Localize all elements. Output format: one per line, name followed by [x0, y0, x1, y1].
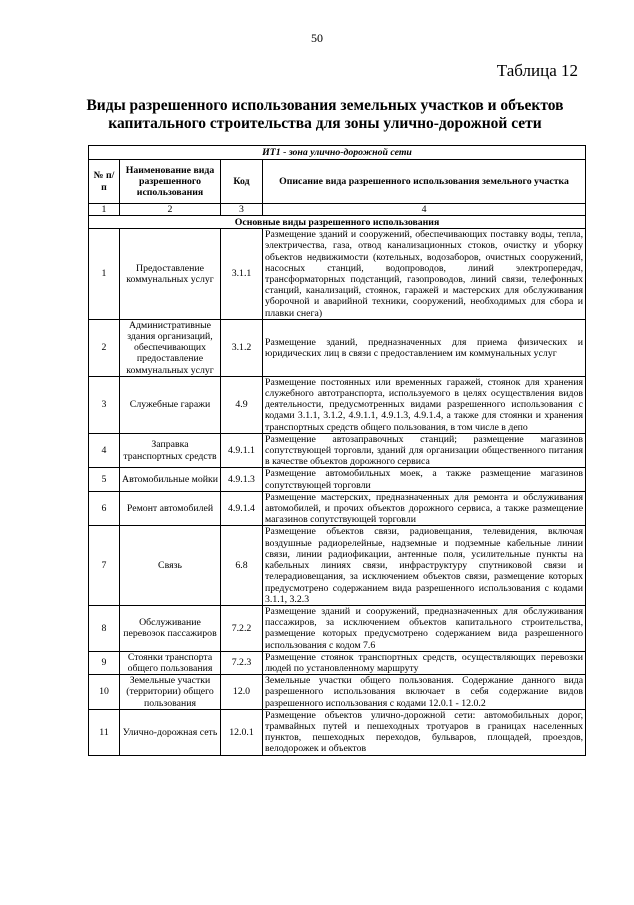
column-number: 4 — [263, 204, 586, 216]
row-code: 4.9.1.3 — [221, 468, 263, 491]
row-number: 3 — [89, 376, 120, 433]
row-code: 4.9 — [221, 376, 263, 433]
row-code: 12.0.1 — [221, 709, 263, 755]
header-num: № п/п — [89, 160, 120, 204]
row-name: Административные здания организаций, обеспечивающих предоставление коммунальных услуг — [120, 319, 221, 376]
title-line-1: Виды разрешенного использования земельных участков и объектов — [86, 97, 564, 114]
land-use-table — [88, 145, 586, 756]
row-code: 7.2.3 — [221, 651, 263, 674]
page-number: 50 — [311, 31, 323, 45]
table-row — [89, 709, 586, 755]
table-row — [89, 675, 586, 710]
row-description: Размещение зданий и сооружений, предназначенных для обслуживания пассажиров, за исключением объектов капитального строительства, размещение которых предусмотрено содержанием вида разрешенного использования с кодом 7.6 — [263, 605, 586, 651]
row-name: Автомобильные мойки — [120, 468, 221, 491]
table-row — [89, 651, 586, 674]
row-name: Предоставление коммунальных услуг — [120, 229, 221, 320]
column-number: 1 — [89, 204, 120, 216]
row-code: 4.9.1.1 — [221, 433, 263, 468]
header-code: Код — [221, 160, 263, 204]
row-description: Размещение зданий, предназначенных для приема физических и юридических лиц в связи с предоставлением им коммунальных услуг — [263, 319, 586, 376]
row-number: 11 — [89, 709, 120, 755]
row-name: Обслуживание перевозок пассажиров — [120, 605, 221, 651]
row-code: 12.0 — [221, 675, 263, 710]
table-row — [89, 229, 586, 320]
header-desc: Описание вида разрешенного использования земельного участка — [263, 160, 586, 204]
row-name: Связь — [120, 526, 221, 605]
column-number: 2 — [120, 204, 221, 216]
row-description: Земельные участки общего пользования. Содержание данного вида разрешенного использования включает в себя содержание видов разрешенного использования с кодами 12.0.1 - 12.0.2 — [263, 675, 586, 710]
row-number: 10 — [89, 675, 120, 710]
row-number: 1 — [89, 229, 120, 320]
row-description: Размещение стоянок транспортных средств, осуществляющих перевозки людей по установленному маршруту — [263, 651, 586, 674]
row-name: Земельные участки (территории) общего пользования — [120, 675, 221, 710]
table-row — [89, 526, 586, 605]
row-description: Размещение автомобильных моек, а также размещение магазинов сопутствующей торговли — [263, 468, 586, 491]
table-label: Таблица 12 — [496, 61, 578, 80]
row-name: Служебные гаражи — [120, 376, 221, 433]
row-name: Стоянки транспорта общего пользования — [120, 651, 221, 674]
row-description: Размещение зданий и сооружений, обеспечивающих поставку воды, тепла, электричества, газа, отвод канализационных стоков, очистку и уборку объектов недвижимости (котельных, водозаборов, очистных сооружений, насосных станций, водопроводов, линий электропередач, трансформаторных подстанций, газопроводов, линий связи, телефонных станций, канализаций, стоянок, гаражей и мастерских для обслуживания уборочной и аварийной техники, сооружений, необходимых для сбора и плавки снега) — [263, 229, 586, 320]
row-description: Размещение автозаправочных станций; размещение магазинов сопутствующей торговли, зданий для организации общественного питания в качестве объектов дорожного сервиса — [263, 433, 586, 468]
row-description: Размещение мастерских, предназначенных для ремонта и обслуживания автомобилей, и прочих объектов дорожного сервиса, а также размещение магазинов сопутствующей торговли — [263, 491, 586, 526]
table-row — [89, 376, 586, 433]
header-name: Наименование вида разрешенного использования — [120, 160, 221, 204]
row-number: 7 — [89, 526, 120, 605]
row-number: 8 — [89, 605, 120, 651]
title-line-2: капитального строительства для зоны улично-дорожной сети — [108, 115, 542, 132]
row-number: 2 — [89, 319, 120, 376]
row-code: 6.8 — [221, 526, 263, 605]
row-code: 3.1.2 — [221, 319, 263, 376]
row-code: 4.9.1.4 — [221, 491, 263, 526]
row-number: 4 — [89, 433, 120, 468]
row-code: 3.1.1 — [221, 229, 263, 320]
column-number: 3 — [221, 204, 263, 216]
row-number: 5 — [89, 468, 120, 491]
table-row — [89, 433, 586, 468]
row-name: Ремонт автомобилей — [120, 491, 221, 526]
document-title — [60, 97, 590, 133]
row-name: Улично-дорожная сеть — [120, 709, 221, 755]
table-body — [89, 229, 586, 755]
row-number: 9 — [89, 651, 120, 674]
table-row — [89, 319, 586, 376]
row-description: Размещение объектов связи, радиовещания, телевидения, включая воздушные радиорелейные, надземные и подземные кабельные линии связи, линии радиофикации, антенные поля, усилительные пункты на кабельных линиях связи, инфраструктуру спутниковой связи и телерадиовещания, за исключением объектов связи, размещение которых предусмотрено содержанием вида разрешенного использования с кодами 3.1.1, 3.2.3 — [263, 526, 586, 605]
row-name: Заправка транспортных средств — [120, 433, 221, 468]
row-code: 7.2.2 — [221, 605, 263, 651]
table-row — [89, 468, 586, 491]
table-row — [89, 605, 586, 651]
row-description: Размещение постоянных или временных гаражей, стоянок для хранения служебного автотранспорта, используемого в целях осуществления видов деятельности, предусмотренных видами разрешенного использования с кодами 3.1.1, 3.1.2, 4.9.1.1, 4.9.1.3, 4.9.1.4, а также для стоянки и хранения транспортных средств общего пользования, в том числе в депо — [263, 376, 586, 433]
row-number: 6 — [89, 491, 120, 526]
zone-title: ИТ1 - зона улично-дорожной сети — [89, 146, 586, 160]
table-row — [89, 491, 586, 526]
section-title: Основные виды разрешенного использования — [89, 216, 586, 229]
row-description: Размещение объектов улично-дорожной сети: автомобильных дорог, трамвайных путей и пешеходных тротуаров в границах населенных пунктов, пешеходных переходов, бульваров, площадей, проездов, велодорожек и объектов — [263, 709, 586, 755]
